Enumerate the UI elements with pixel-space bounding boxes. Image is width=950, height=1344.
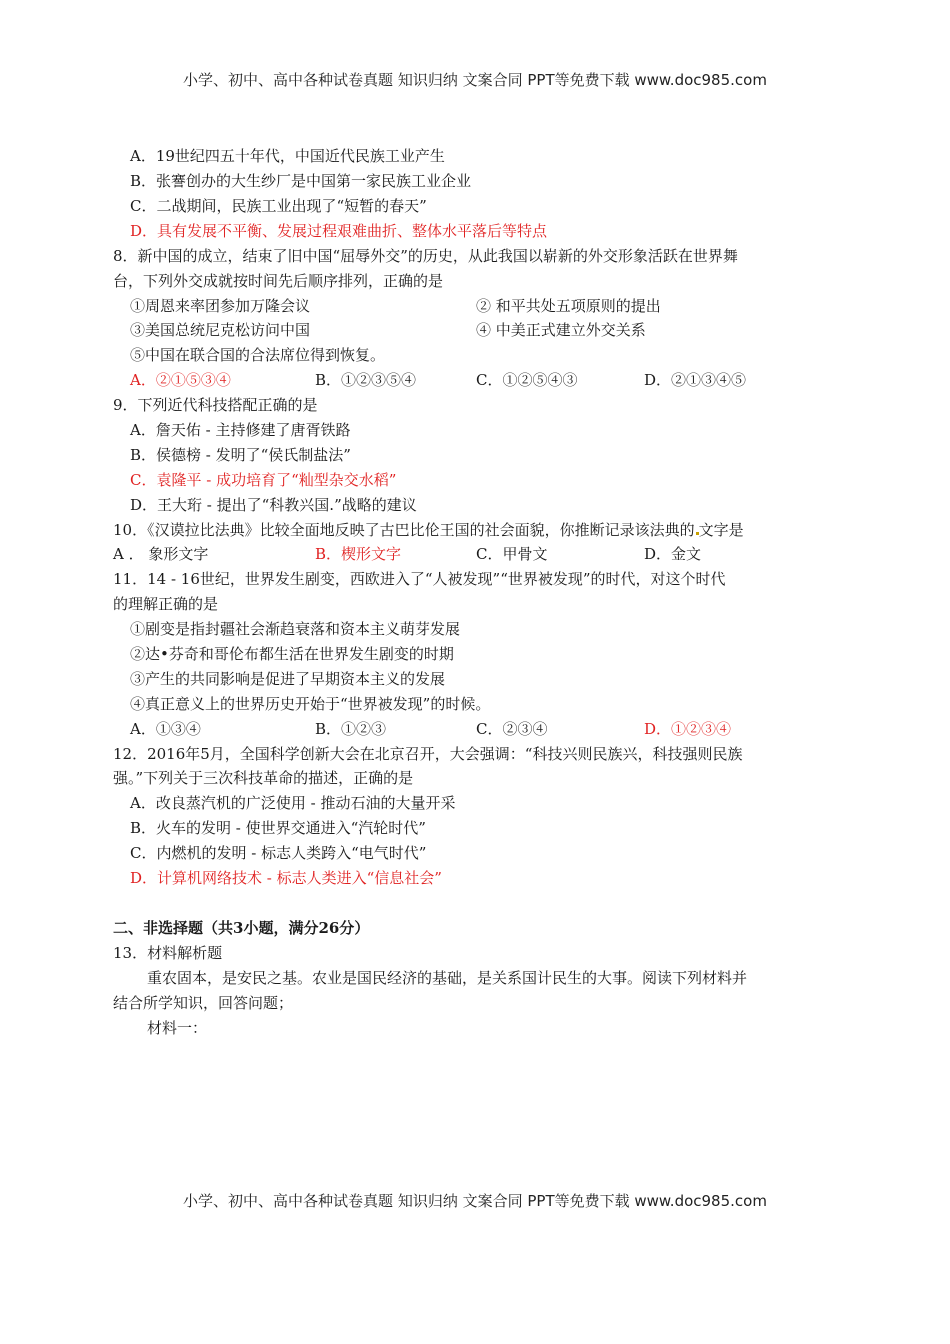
q8-stem-line2: 台，下列外交成就按时间先后顺序排列，正确的是 xyxy=(113,272,444,290)
q8-item-4: ④ 中美正式建立外交关系 xyxy=(476,321,646,339)
q8-option-a-answer: A．②①⑤③④ xyxy=(130,371,231,389)
q8-option-c: C．①②⑤④③ xyxy=(476,371,578,389)
q8-item-2: ② 和平共处五项原则的提出 xyxy=(476,297,661,315)
q11-stem-line2: 的理解正确的是 xyxy=(113,595,219,613)
q12-option-b: B．火车的发明 - 使世界交通进入“汽轮时代” xyxy=(130,819,426,837)
q11-option-a: A．①③④ xyxy=(130,720,201,738)
page-footer: 小学、初中、高中各种试卷真题 知识归纳 文案合同 PPT等免费下载 www.doc985.com xyxy=(183,1192,767,1210)
q10-stem-text: 10．《汉谟拉比法典》比较全面地反映了古巴比伦王国的社会面貌，你推断记录该法典的 xyxy=(113,521,695,539)
q10-option-a: A ． 象形文字 xyxy=(113,545,209,563)
q11-option-d-answer: D．①②③④ xyxy=(644,720,732,738)
q11-item-2: ②达•芬奇和哥伦布都生活在世界发生剧变的时期 xyxy=(130,645,454,663)
q8-item-1: ①周恩来率团参加万隆会议 xyxy=(130,297,311,315)
q7-option-a: A．19世纪四五十年代，中国近代民族工业产生 xyxy=(130,147,445,165)
q10-stem-end: 文字是 xyxy=(698,521,744,539)
q12-option-a: A．改良蒸汽机的广泛使用 - 推动石油的大量开采 xyxy=(130,794,456,812)
q11-option-b: B．①②③ xyxy=(315,720,387,738)
q8-stem-line1: 8．新中国的成立，结束了旧中国“屈辱外交”的历史，从此我国以崭新的外交形象活跃在世界舞 xyxy=(113,247,738,265)
q9-option-b: B．侯德榜 - 发明了“侯氏制盐法” xyxy=(130,446,351,464)
q12-option-d-answer: D．计算机网络技术 - 标志人类进入“信息社会” xyxy=(130,869,442,887)
q12-option-c: C．内燃机的发明 - 标志人类跨入“电气时代” xyxy=(130,844,427,862)
q9-option-a: A．詹天佑 - 主持修建了唐胥铁路 xyxy=(130,421,351,439)
q8-option-d: D．②①③④⑤ xyxy=(644,371,747,389)
q9-stem: 9．下列近代科技搭配正确的是 xyxy=(113,396,318,414)
q11-stem-line1: 11．14 - 16世纪，世界发生剧变，西欧进入了“人被发现”“世界被发现”的时代，对这个时代 xyxy=(113,570,726,588)
q10-stem xyxy=(113,521,744,539)
material-1-label: 材料一： xyxy=(147,1019,208,1037)
q8-item-5: ⑤中国在联合国的合法席位得到恢复。 xyxy=(130,346,386,364)
q13-title: 13．材料解析题 xyxy=(113,944,223,962)
q11-item-3: ③产生的共同影响是促进了早期资本主义的发展 xyxy=(130,670,446,688)
q10-option-d: D．金文 xyxy=(644,545,702,563)
section-2-title: 二、非选择题（共3小题，满分26分） xyxy=(113,919,370,937)
q13-intro-line2: 结合所学知识，回答问题； xyxy=(113,994,294,1012)
q8-option-b: B．①②③⑤④ xyxy=(315,371,417,389)
q7-option-b: B．张謇创办的大生纱厂是中国第一家民族工业企业 xyxy=(130,172,472,190)
q7-option-d-answer: D．具有发展不平衡、发展过程艰难曲折、整体水平落后等特点 xyxy=(130,222,548,240)
q13-intro-line1: 重农固本，是安民之基。农业是国民经济的基础，是关系国计民生的大事。阅读下列材料并 xyxy=(147,969,748,987)
q11-option-c: C．②③④ xyxy=(476,720,548,738)
q8-item-3: ③美国总统尼克松访问中国 xyxy=(130,321,311,339)
page-header: 小学、初中、高中各种试卷真题 知识归纳 文案合同 PPT等免费下载 www.doc985.com xyxy=(183,71,767,89)
q9-option-d: D．王大珩 - 提出了“科教兴国.”战略的建议 xyxy=(130,496,417,514)
q11-item-4: ④真正意义上的世界历史开始于“世界被发现”的时候。 xyxy=(130,695,491,713)
q10-option-b-answer: B．楔形文字 xyxy=(315,545,402,563)
q10-option-c: C．甲骨文 xyxy=(476,545,548,563)
q7-option-c: C．二战期间，民族工业出现了“短暂的春天” xyxy=(130,197,427,215)
q11-item-1: ①剧变是指封疆社会渐趋衰落和资本主义萌芽发展 xyxy=(130,620,461,638)
q12-stem-line2: 强。”下列关于三次科技革命的描述，正确的是 xyxy=(113,769,414,787)
q9-option-c-answer: C．袁隆平 - 成功培育了“籼型杂交水稻” xyxy=(130,471,397,489)
q12-stem-line1: 12．2016年5月，全国科学创新大会在北京召开，大会强调：“科技兴则民族兴，科技强则民族 xyxy=(113,745,743,763)
